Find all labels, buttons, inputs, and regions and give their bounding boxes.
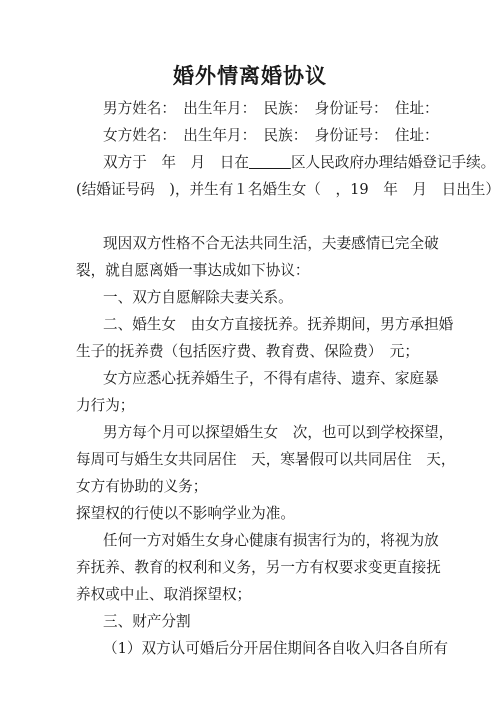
clause-2-line-3: 女方应悉心抚养婚生子，不得有虐待、遗弃、家庭暴: [103, 370, 439, 387]
document-title: 婚外情离婚协议: [173, 63, 327, 88]
intro-line-1: 现因双方性格不合无法共同生活，夫妻感情已完全破: [103, 235, 439, 252]
clause-3-item-1: （1）双方认可婚后分开居住期间各自收入归各自所有: [103, 640, 448, 657]
certificate-line: (结婚证号码 )，并生有１名婚生女（ ，19 年 月 日出生）: [76, 181, 500, 198]
clause-2-line-2: 生子的抚养费（包括医疗费、教育费、保险费） 元；: [76, 343, 419, 360]
harm-line-2: 弃抚养、教育的权利和义务，另一方有权要求变更直接抚: [76, 559, 441, 576]
male-info-line: 男方姓名： 出生年月： 民族： 身份证号： 住址：: [103, 100, 439, 117]
clause-3-heading: 三、财产分割: [103, 613, 191, 630]
female-info-line: 女方姓名： 出生年月： 民族： 身份证号： 住址：: [103, 127, 439, 144]
visit-line-1: 男方每个月可以探望婚生女 次，也可以到学校探望，: [103, 424, 454, 441]
intro-line-2: 裂，就自愿离婚一事达成如下协议：: [76, 262, 310, 279]
clause-2-line-1: 二、婚生女 由女方直接抚养。抚养期间，男方承担婚: [103, 316, 454, 333]
clause-1: 一、双方自愿解除夫妻关系。: [103, 289, 293, 306]
marriage-registration-text-a: 双方于 年 月 日在: [103, 154, 249, 171]
harm-line-3: 养权或中止、取消探望权；: [76, 586, 252, 603]
marriage-registration-text-b: 区人民政府办理结婚登记手续。: [290, 154, 496, 171]
visit-line-4: 探望权的行使以不影响学业为准。: [76, 505, 295, 522]
marriage-registration-line: [103, 153, 500, 173]
clause-2-line-4: 力行为；: [76, 397, 135, 414]
harm-line-1: 任何一方对婚生女身心健康有损害行为的，将视为放: [103, 532, 439, 549]
visit-line-3: 女方有协助的义务；: [76, 478, 208, 495]
visit-line-2: 每周可与婚生女共同居住 天，寒暑假可以共同居住 天，: [76, 451, 456, 468]
district-blank: [249, 154, 291, 169]
